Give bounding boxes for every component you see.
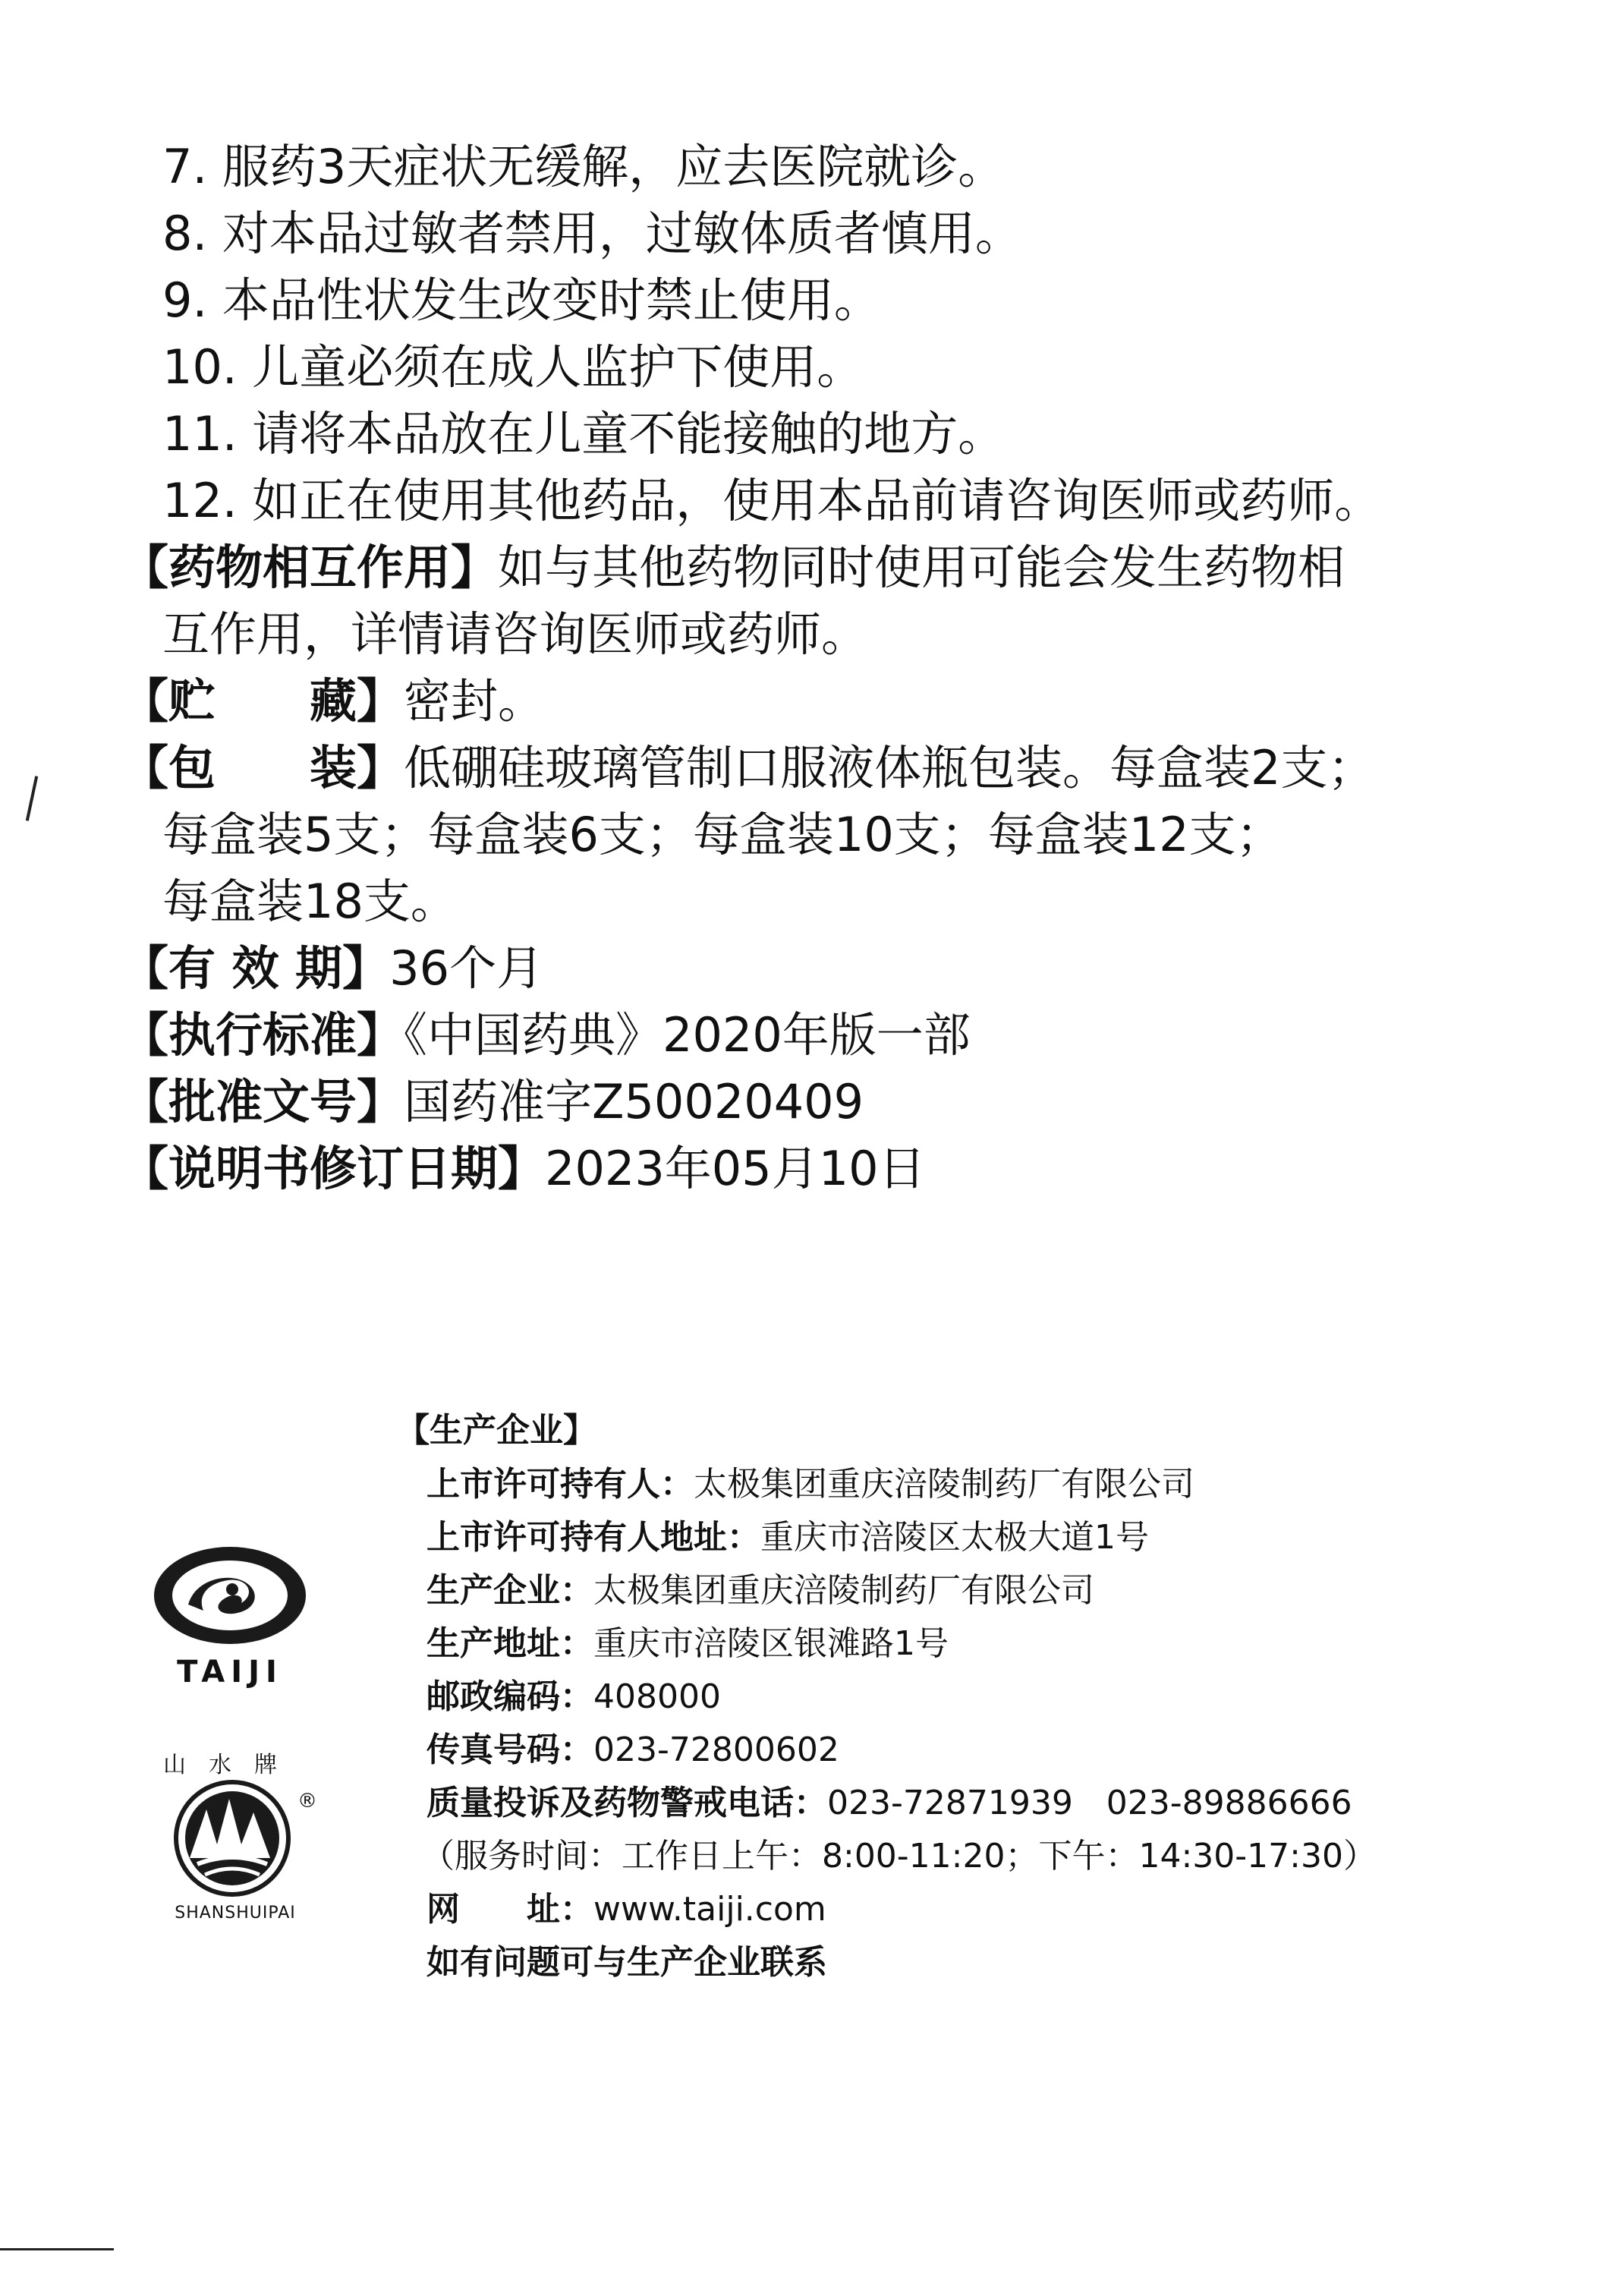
interaction-heading: 【药物相互作用】: [121, 540, 499, 595]
registered-mark: ®: [297, 1790, 317, 1812]
website-row: [426, 1887, 826, 1932]
interaction-section: [121, 536, 1345, 600]
mah-address-label: 上市许可持有人地址：: [426, 1518, 760, 1557]
precaution-item-8: 8. 对本品过敏者禁用，过敏体质者慎用。: [162, 206, 1022, 261]
fax-row: [426, 1727, 839, 1773]
validity-value: 36个月: [389, 940, 544, 996]
producer-label: 生产企业：: [426, 1571, 593, 1610]
website-label: 网 址：: [426, 1890, 593, 1929]
hotline-row: [426, 1781, 1352, 1826]
mah-address-row: [426, 1515, 1149, 1561]
precaution-item-10: 10. 儿童必须在成人监护下使用。: [162, 339, 864, 395]
service-hours: （服务时间：工作日上午：8:00-11:20；下午：14:30-17:30）: [421, 1837, 1377, 1875]
revision-heading: 【说明书修订日期】: [121, 1141, 546, 1196]
standard-value: 《中国药典》2020年版一部: [404, 1007, 971, 1063]
postcode-value: 408000: [593, 1677, 721, 1716]
taiji-logo: [143, 1541, 317, 1693]
fax-value: 023-72800602: [593, 1731, 839, 1769]
postcode-label: 邮政编码：: [426, 1677, 593, 1716]
validity-section: [121, 937, 543, 1000]
mah-address-value: 重庆市涪陵区太极大道1号: [760, 1518, 1149, 1557]
website-value: www.taiji.com: [593, 1890, 826, 1929]
interaction-text-1: 如与其他药物同时使用可能会发生药物相: [498, 540, 1345, 595]
producer-row: [426, 1568, 1094, 1614]
producer-value: 太极集团重庆涪陵制药厂有限公司: [593, 1571, 1094, 1610]
production-address-row: [426, 1621, 949, 1667]
revision-section: [121, 1137, 926, 1201]
taiji-emblem-icon: [143, 1541, 317, 1655]
production-address-value: 重庆市涪陵区银滩路1号: [593, 1624, 949, 1663]
precaution-item-12: 12. 如正在使用其他药品，使用本品前请咨询医师或药师。: [162, 473, 1382, 528]
storage-heading: 【贮 藏】: [121, 673, 404, 729]
postcode-row: [426, 1674, 721, 1720]
package-text-3: 每盒装18支。: [162, 874, 458, 929]
contact-note: 如有问题可与生产企业联系: [426, 1943, 827, 1982]
precaution-item-11: 11. 请将本品放在儿童不能接触的地方。: [162, 406, 1006, 461]
mah-row: [426, 1462, 1194, 1507]
package-text-1: 低硼硅玻璃管制口服液体瓶包装。每盒装2支；: [404, 740, 1375, 795]
shanshui-top-text: 山水牌: [163, 1752, 300, 1778]
storage-value: 密封。: [404, 673, 546, 729]
scan-mark: [26, 776, 38, 821]
shanshui-logo: [159, 1746, 326, 1928]
precaution-item-9: 9. 本品性状发生改变时禁止使用。: [162, 272, 881, 328]
taiji-logo-text: TAIJI: [177, 1655, 283, 1690]
validity-heading: 【有 效 期】: [121, 940, 390, 996]
manufacturer-heading: 【生产企业】: [396, 1411, 596, 1450]
package-section: [121, 736, 1374, 800]
package-text-2: 每盒装5支；每盒装6支；每盒装10支；每盒装12支；: [162, 807, 1283, 862]
mah-label: 上市许可持有人：: [426, 1465, 694, 1504]
approval-heading: 【批准文号】: [121, 1074, 404, 1129]
revision-value: 2023年05月10日: [545, 1141, 926, 1196]
precaution-item-7: 7. 服药3天症状无缓解，应去医院就诊。: [162, 139, 1006, 194]
standard-heading: 【执行标准】: [121, 1007, 404, 1063]
interaction-text-2: 互作用，详情请咨询医师或药师。: [162, 606, 869, 662]
fax-label: 传真号码：: [426, 1731, 593, 1769]
scan-edge-line: [0, 2248, 114, 2250]
approval-section: [121, 1070, 864, 1134]
package-heading: 【包 装】: [121, 740, 404, 795]
shanshui-logo-text: SHANSHUIPAI: [175, 1904, 296, 1923]
standard-section: [121, 1003, 971, 1067]
hotline-value: 023-72871939 023-89886666: [827, 1784, 1352, 1822]
production-address-label: 生产地址：: [426, 1624, 593, 1663]
mah-value: 太极集团重庆涪陵制药厂有限公司: [694, 1465, 1194, 1504]
approval-value: 国药准字Z50020409: [404, 1074, 864, 1129]
hotline-label: 质量投诉及药物警戒电话：: [426, 1784, 827, 1822]
storage-section: [121, 669, 545, 733]
